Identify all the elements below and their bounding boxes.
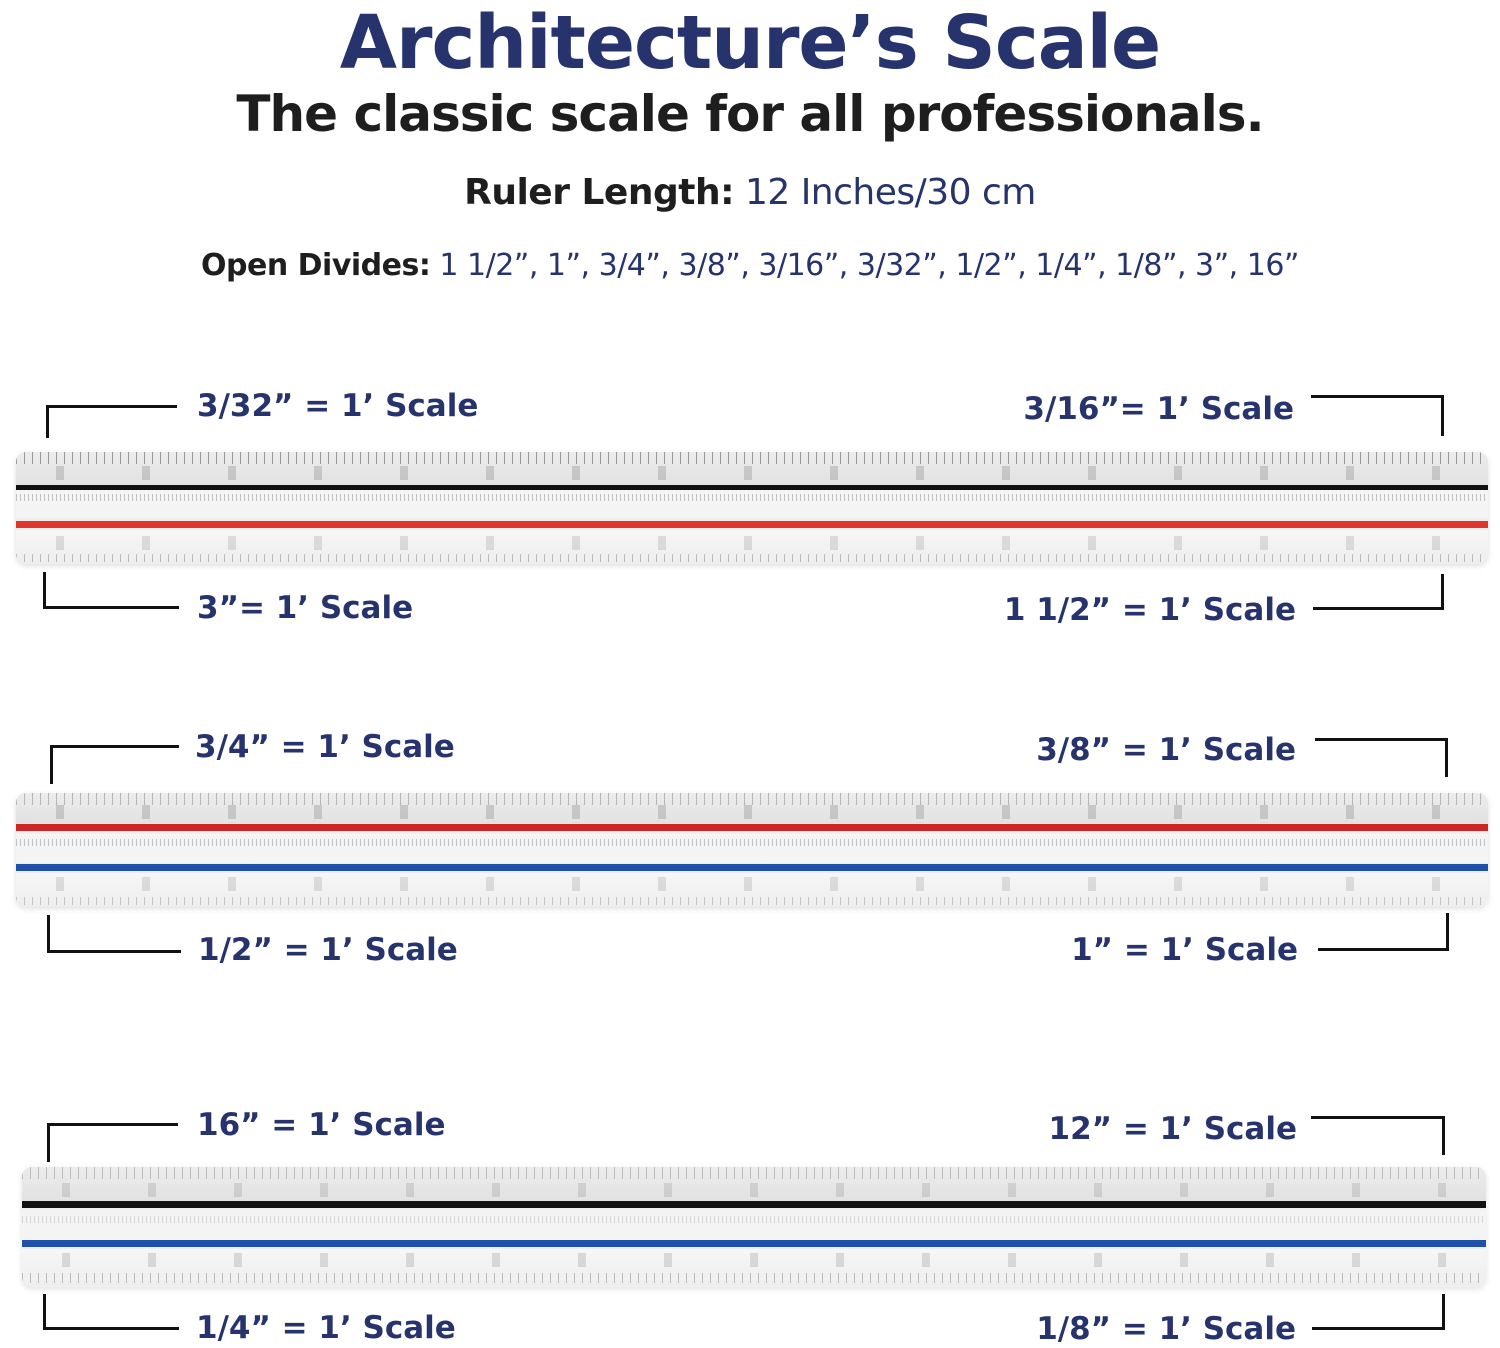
ruler-1-top-face [16, 452, 1488, 486]
ruler-1-top-numbers [16, 466, 1488, 480]
bracket-top-left-1 [46, 405, 177, 438]
open-divides-label: Open Divides: [201, 248, 431, 283]
ruler-3-stripe-top [22, 1201, 1486, 1208]
ruler-2-bottom-numbers [16, 877, 1488, 891]
ruler-2-top-face [16, 793, 1488, 824]
scale-label-bottom-left-2: 1/2” = 1’ Scale [198, 932, 458, 968]
ruler-3-bottom-numbers [22, 1253, 1486, 1267]
bracket-top-left-2 [50, 745, 179, 784]
scale-label-bottom-right-3: 1/8” = 1’ Scale [1036, 1311, 1296, 1347]
ruler-3-top-ticks [22, 1167, 1486, 1179]
bracket-bottom-left-1 [43, 572, 179, 609]
scale-label-top-left-3: 16” = 1’ Scale [197, 1107, 446, 1143]
ruler-3-mid-face [22, 1210, 1486, 1240]
open-divides-value: 1 1/2”, 1”, 3/4”, 3/8”, 3/16”, 3/32”, 1/2”, 1/4”, 1/8”, 3”, 16” [439, 248, 1299, 283]
bracket-bottom-right-1 [1313, 574, 1444, 610]
scale-label-bottom-right-2: 1” = 1’ Scale [1071, 932, 1298, 968]
bracket-top-right-1 [1311, 395, 1444, 436]
scale-label-bottom-left-3: 1/4” = 1’ Scale [196, 1310, 456, 1346]
scale-label-top-right-1: 3/16”= 1’ Scale [1023, 391, 1294, 427]
scale-label-top-right-3: 12” = 1’ Scale [1048, 1111, 1297, 1147]
page-title: Architecture’s Scale [339, 0, 1161, 86]
ruler-2-mid-ticks [16, 839, 1488, 846]
ruler-2 [16, 793, 1488, 907]
bracket-top-left-3 [47, 1123, 178, 1162]
scale-label-top-left-1: 3/32” = 1’ Scale [197, 388, 479, 424]
bracket-bottom-right-3 [1312, 1294, 1445, 1330]
scale-label-bottom-right-1: 1 1/2” = 1’ Scale [1003, 592, 1296, 628]
ruler-length-value: 12 Inches/30 cm [744, 172, 1036, 213]
ruler-3-bottom-face [22, 1249, 1486, 1287]
ruler-2-top-numbers [16, 805, 1488, 819]
bracket-top-right-2 [1315, 738, 1448, 777]
ruler-2-mid-face [16, 833, 1488, 863]
bracket-bottom-right-2 [1318, 913, 1449, 951]
scale-label-top-right-2: 3/8” = 1’ Scale [1036, 732, 1296, 768]
scale-label-bottom-left-1: 3”= 1’ Scale [197, 590, 414, 626]
ruler-1-top-ticks [16, 452, 1488, 464]
ruler-2-bottom-face [16, 873, 1488, 907]
ruler-1-bottom-ticks [16, 554, 1488, 562]
ruler-3-mid-ticks [22, 1216, 1486, 1223]
ruler-2-stripe-bottom [16, 864, 1488, 871]
ruler-3-bottom-ticks [22, 1273, 1486, 1283]
ruler-2-top-ticks [16, 793, 1488, 805]
bracket-top-right-3 [1311, 1116, 1445, 1155]
ruler-1-bottom-face [16, 530, 1488, 564]
ruler-1-mid-face [16, 490, 1488, 518]
scale-label-top-left-2: 3/4” = 1’ Scale [195, 729, 455, 765]
ruler-3-top-face [22, 1167, 1486, 1201]
ruler-1 [16, 452, 1488, 564]
ruler-3 [22, 1167, 1486, 1287]
ruler-3-stripe-bottom [22, 1240, 1486, 1247]
ruler-1-stripe-bottom [16, 521, 1488, 528]
ruler-2-bottom-ticks [16, 897, 1488, 905]
ruler-length-label: Ruler Length: [464, 172, 734, 213]
page-subtitle: The classic scale for all professionals. [236, 85, 1264, 143]
bracket-bottom-left-3 [43, 1294, 179, 1330]
ruler-length-line [0, 172, 1500, 214]
ruler-1-mid-ticks [16, 494, 1488, 501]
bracket-bottom-left-2 [47, 915, 181, 953]
ruler-2-stripe-top [16, 824, 1488, 831]
ruler-1-bottom-numbers [16, 536, 1488, 550]
ruler-3-top-numbers [22, 1183, 1486, 1197]
open-divides-line [0, 248, 1500, 284]
